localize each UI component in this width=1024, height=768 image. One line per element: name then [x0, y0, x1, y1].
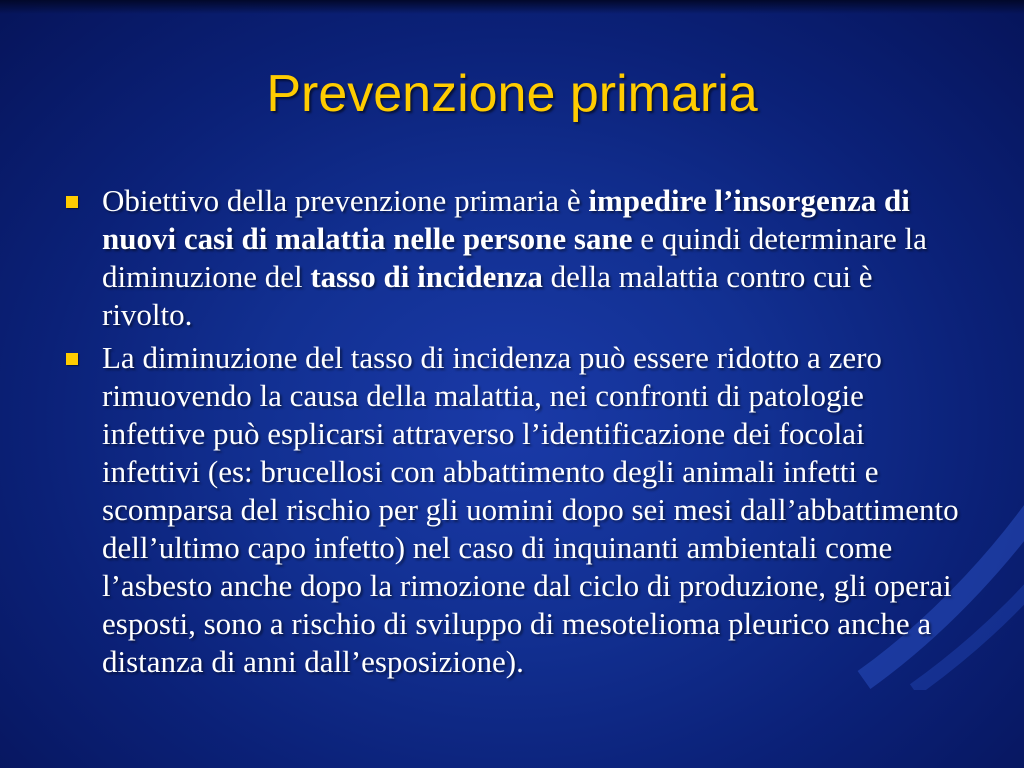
bullet-text-part: La diminuzione del tasso di incidenza può essere ridotto a zero rimuovendo la causa della malattia, nei confronti di patologie infettive può esplicarsi attraverso l’identificazione dei focolai infettivi (es: brucellosi con abbattimento degli animali infetti e scomparsa del rischio per gli uomini dopo sei mesi dall’abbattimento dell’ultimo capo infetto) nel caso di inquinanti ambientali come l’asbesto anche dopo la rimozione dal ciclo di produzione, gli operai esposti, sono a rischio di sviluppo di mesotelioma pleurico anche a distanza di anni dall’esposizione). [102, 340, 959, 679]
square-bullet-icon [66, 196, 78, 208]
bullet-text-bold: impedire l’insorgenza di nuovi casi di malattia nelle persone sane [102, 183, 910, 256]
bullet-item [62, 182, 962, 334]
bullet-list [62, 182, 962, 686]
slide-title: Prevenzione primaria [266, 65, 758, 123]
top-dark-band [0, 0, 1024, 14]
bullet-text-part: della malattia contro cui è rivolto. [102, 259, 873, 332]
bullet-text-bold: tasso di incidenza [310, 259, 543, 294]
bullet-text-part: e quindi determinare la diminuzione del [102, 221, 927, 294]
bullet-item [62, 339, 962, 681]
bullet-text-part: Obiettivo della prevenzione primaria è [102, 183, 589, 218]
square-bullet-icon [66, 353, 78, 365]
